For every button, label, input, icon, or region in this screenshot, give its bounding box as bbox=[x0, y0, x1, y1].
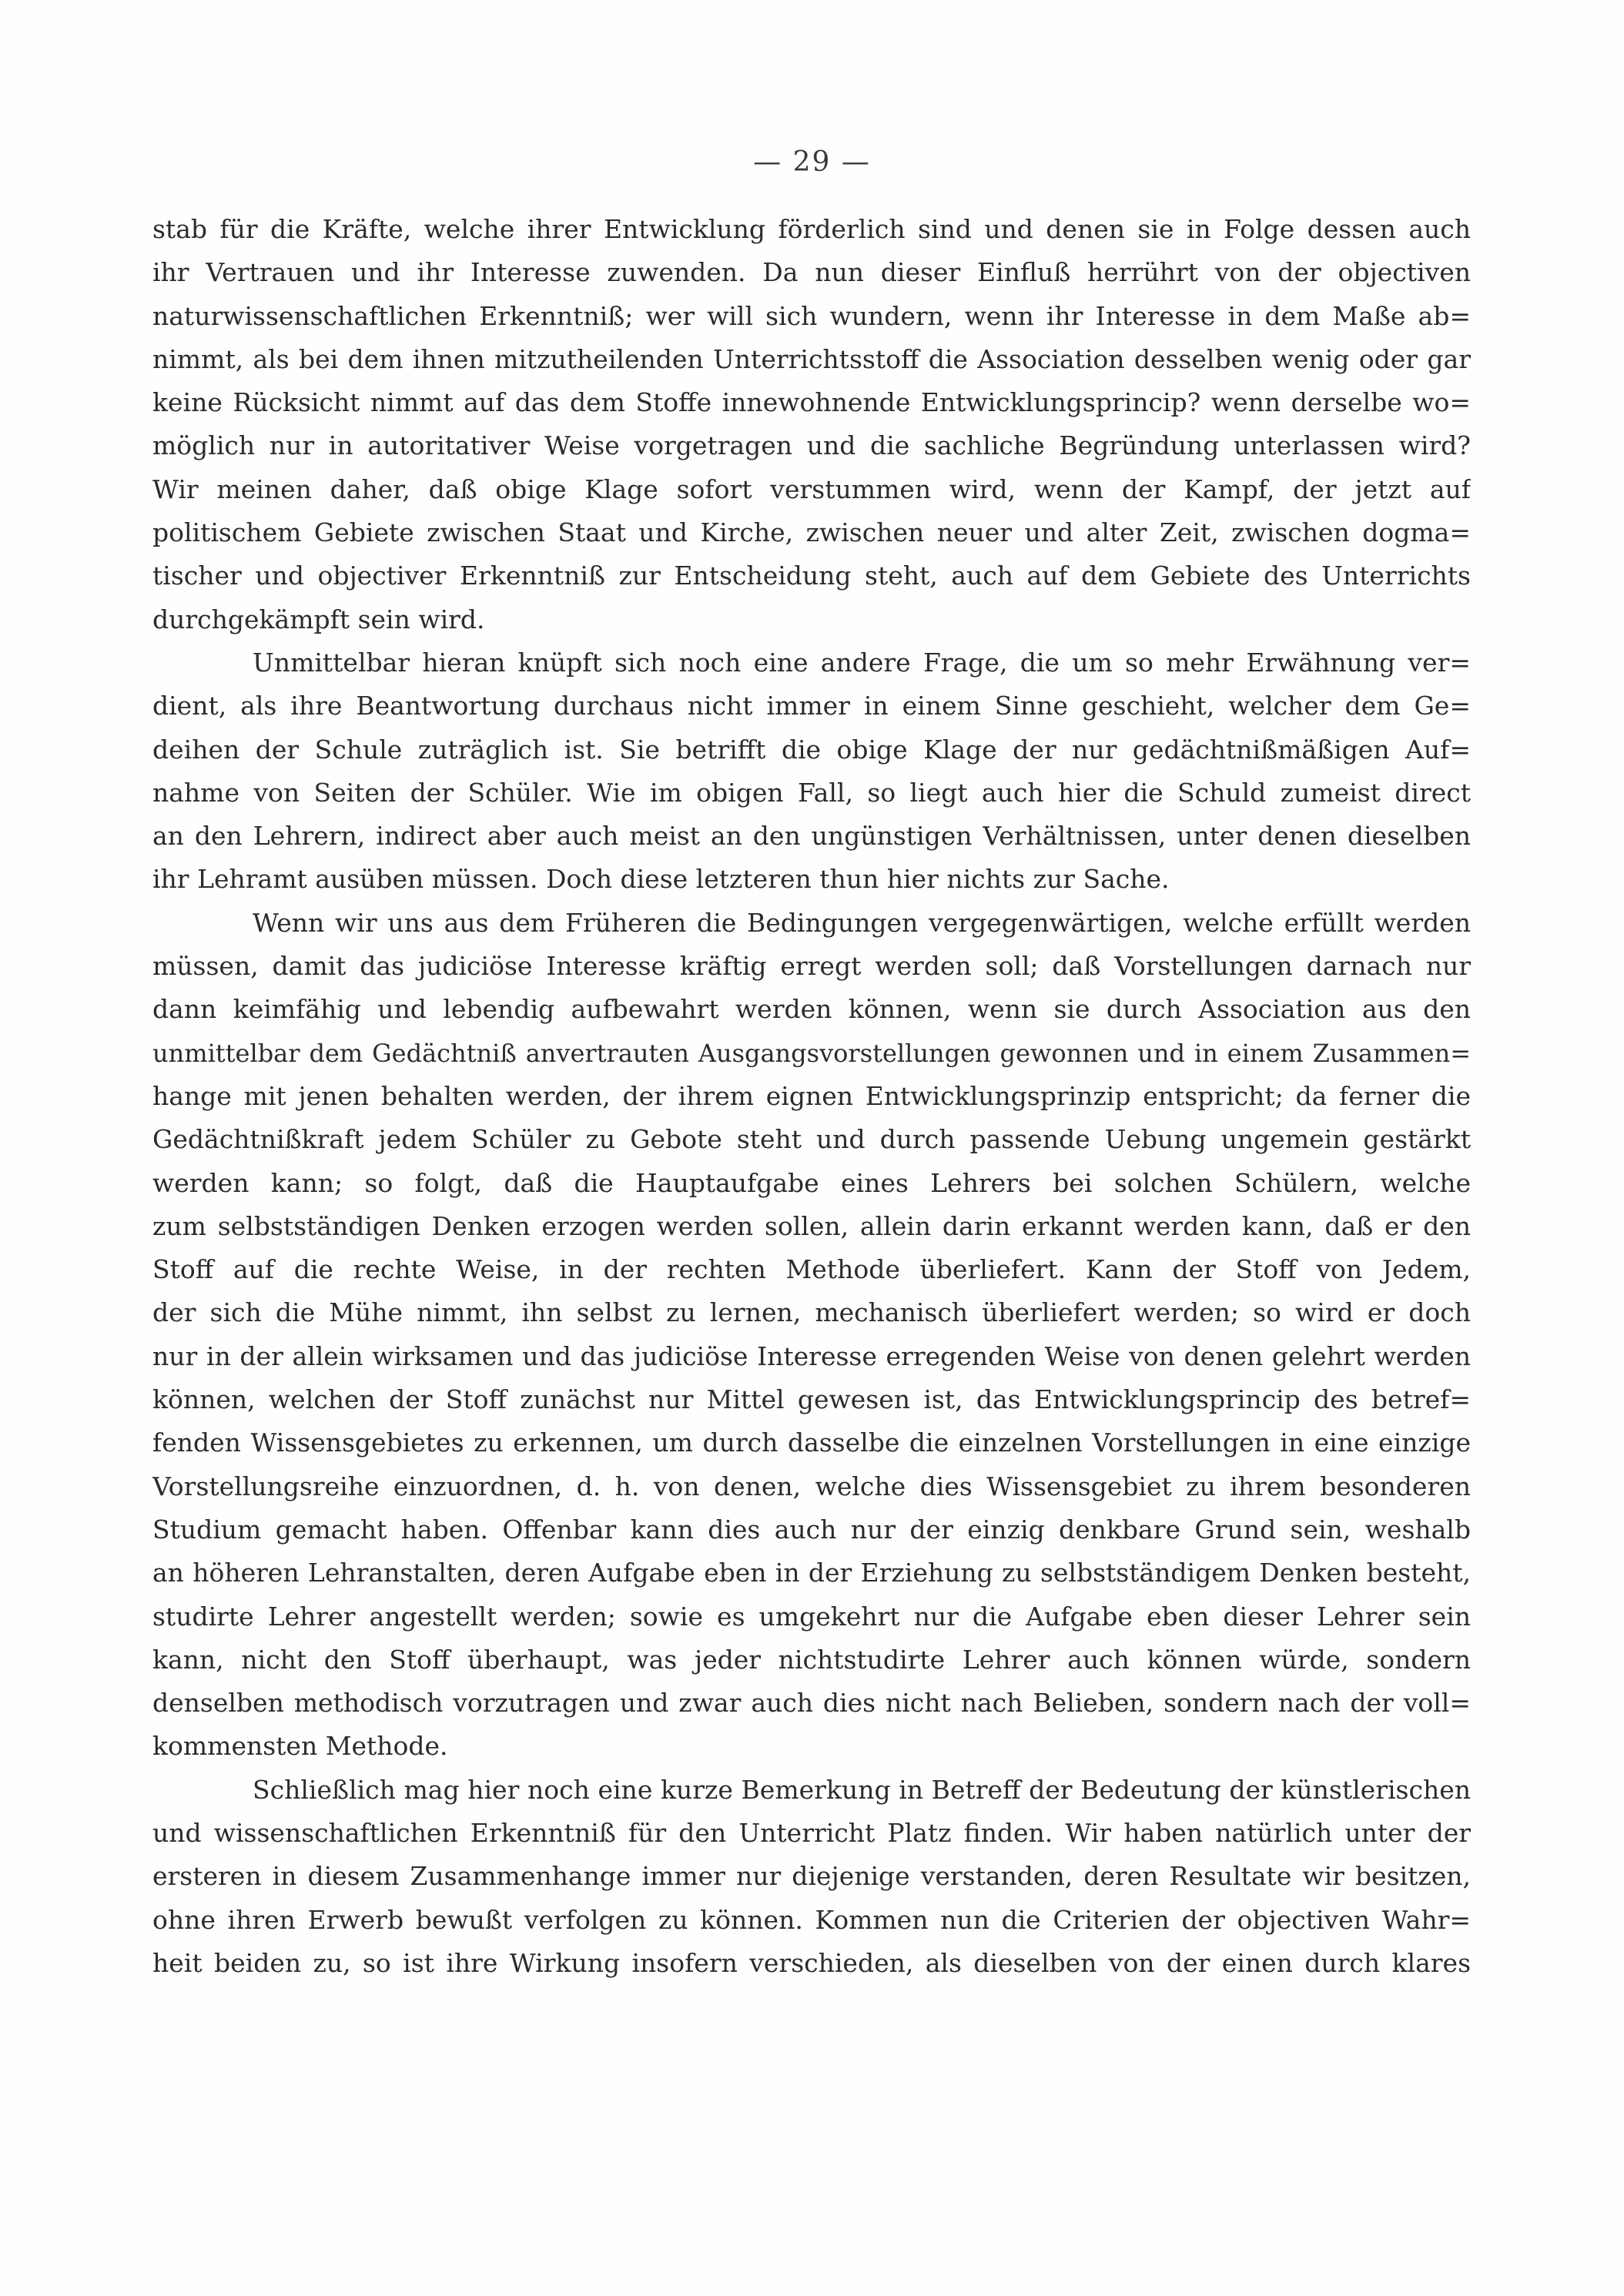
text-line: möglich nur in autoritativer Weise vorgetragen und die sachliche Begründung unterlassen wird? bbox=[152, 430, 1471, 461]
text-line: der sich die Mühe nimmt, ihn selbst zu lernen, mechanisch überliefert werden; so wird er doch bbox=[152, 1297, 1471, 1328]
text-line: heit beiden zu, so ist ihre Wirkung insofern verschieden, als dieselben von der einen durch klares bbox=[152, 1947, 1471, 1978]
text-line: an den Lehrern, indirect aber auch meist an den ungünstigen Verhältnissen, unter denen dieselben bbox=[152, 821, 1471, 852]
text-line: kann, nicht den Stoff überhaupt, was jeder nichtstudirte Lehrer auch können würde, sondern bbox=[152, 1644, 1471, 1675]
text-line: studirte Lehrer angestellt werden; sowie es umgekehrt nur die Aufgabe eben dieser Lehrer sein bbox=[152, 1601, 1471, 1632]
text-line: kommensten Methode. bbox=[152, 1731, 448, 1762]
text-line: deihen der Schule zuträglich ist. Sie betrifft die obige Klage der nur gedächtnißmäßigen Auf= bbox=[152, 734, 1471, 765]
text-line: können, welchen der Stoff zunächst nur Mittel gewesen ist, das Entwicklungsprincip des betref= bbox=[152, 1384, 1471, 1415]
text-line: denselben methodisch vorzutragen und zwar auch dies nicht nach Belieben, sondern nach der voll= bbox=[152, 1688, 1471, 1719]
text-line: zum selbstständigen Denken erzogen werden sollen, allein darin erkannt werden kann, daß er den bbox=[152, 1210, 1471, 1241]
text-line: dann keimfähig und lebendig aufbewahrt werden können, wenn sie durch Association aus den bbox=[152, 994, 1471, 1025]
text-line: Wenn wir uns aus dem Früheren die Bedingungen vergegenwärtigen, welche erfüllt werden bbox=[253, 907, 1471, 938]
text-line: ihr Lehramt ausüben müssen. Doch diese letzteren thun hier nichts zur Sache. bbox=[152, 864, 1170, 895]
text-line: Gedächtnißkraft jedem Schüler zu Gebote steht und durch passende Uebung ungemein gestärkt bbox=[152, 1124, 1471, 1155]
page-number: — 29 — bbox=[753, 146, 871, 178]
text-line: hange mit jenen behalten werden, der ihrem eignen Entwicklungsprinzip entspricht; da ferner die bbox=[152, 1080, 1471, 1111]
text-line: fenden Wissensgebietes zu erkennen, um durch dasselbe die einzelnen Vorstellungen in eine einzige bbox=[152, 1427, 1471, 1458]
text-line: tischer und objectiver Erkenntniß zur Entscheidung steht, auch auf dem Gebiete des Unterrichts bbox=[152, 561, 1471, 591]
text-line: naturwissenschaftlichen Erkenntniß; wer will sich wundern, wenn ihr Interesse in dem Maße ab= bbox=[152, 300, 1471, 331]
text-line: ersteren in diesem Zusammenhange immer nur diejenige verstanden, deren Resultate wir besitzen, bbox=[152, 1861, 1471, 1892]
text-line: werden kann; so folgt, daß die Hauptaufgabe eines Lehrers bei solchen Schülern, welche bbox=[152, 1167, 1471, 1198]
text-line: durchgekämpft sein wird. bbox=[152, 604, 485, 634]
text-line: müssen, damit das judiciöse Interesse kräftig erregt werden soll; daß Vorstellungen darnach nur bbox=[152, 951, 1471, 982]
text-line: unmittelbar dem Gedächtniß anvertrauten Ausgangsvorstellungen gewonnen und in einem Zusammen= bbox=[152, 1038, 1471, 1068]
text-line: nahme von Seiten der Schüler. Wie im obigen Fall, so liegt auch hier die Schuld zumeist direct bbox=[152, 777, 1471, 808]
text-line: dient, als ihre Beantwortung durchaus nicht immer in einem Sinne geschieht, welcher dem Ge= bbox=[152, 691, 1471, 721]
text-line: ohne ihren Erwerb bewußt verfolgen zu können. Kommen nun die Criterien der objectiven Wahr= bbox=[152, 1904, 1471, 1935]
text-line: stab für die Kräfte, welche ihrer Entwicklung förderlich sind und denen sie in Folge dessen auch bbox=[152, 214, 1471, 244]
text-line: Unmittelbar hieran knüpft sich noch eine andere Frage, die um so mehr Erwähnung ver= bbox=[253, 647, 1471, 678]
text-line: keine Rücksicht nimmt auf das dem Stoffe innewohnende Entwicklungsprincip? wenn derselbe wo= bbox=[152, 387, 1471, 418]
text-line: Schließlich mag hier noch eine kurze Bemerkung in Betreff der Bedeutung der künstlerischen bbox=[253, 1774, 1471, 1805]
text-line: Stoff auf die rechte Weise, in der rechten Methode überliefert. Kann der Stoff von Jedem, bbox=[152, 1254, 1471, 1285]
text-line: an höheren Lehranstalten, deren Aufgabe eben in der Erziehung zu selbstständigem Denken besteht, bbox=[152, 1558, 1471, 1588]
text-line: nur in der allein wirksamen und das judiciöse Interesse erregenden Weise von denen gelehrt werden bbox=[152, 1340, 1471, 1371]
body-text bbox=[152, 208, 1471, 1985]
text-line: politischem Gebiete zwischen Staat und Kirche, zwischen neuer und alter Zeit, zwischen dogma= bbox=[152, 517, 1471, 548]
text-line: Vorstellungsreihe einzuordnen, d. h. von denen, welche dies Wissensgebiet zu ihrem besonderen bbox=[152, 1471, 1471, 1501]
text-line: ihr Vertrauen und ihr Interesse zuwenden. Da nun dieser Einfluß herrührt von der objectiven bbox=[152, 257, 1471, 288]
text-line: Wir meinen daher, daß obige Klage sofort verstummen wird, wenn der Kampf, der jetzt auf bbox=[152, 474, 1471, 504]
text-line: Studium gemacht haben. Offenbar kann dies auch nur der einzig denkbare Grund sein, weshalb bbox=[152, 1514, 1471, 1545]
text-line: und wissenschaftlichen Erkenntniß für den Unterricht Platz finden. Wir haben natürlich unter der bbox=[152, 1817, 1471, 1848]
text-line: nimmt, als bei dem ihnen mitzutheilenden Unterrichtsstoff die Association desselben wenig oder gar bbox=[152, 343, 1471, 374]
